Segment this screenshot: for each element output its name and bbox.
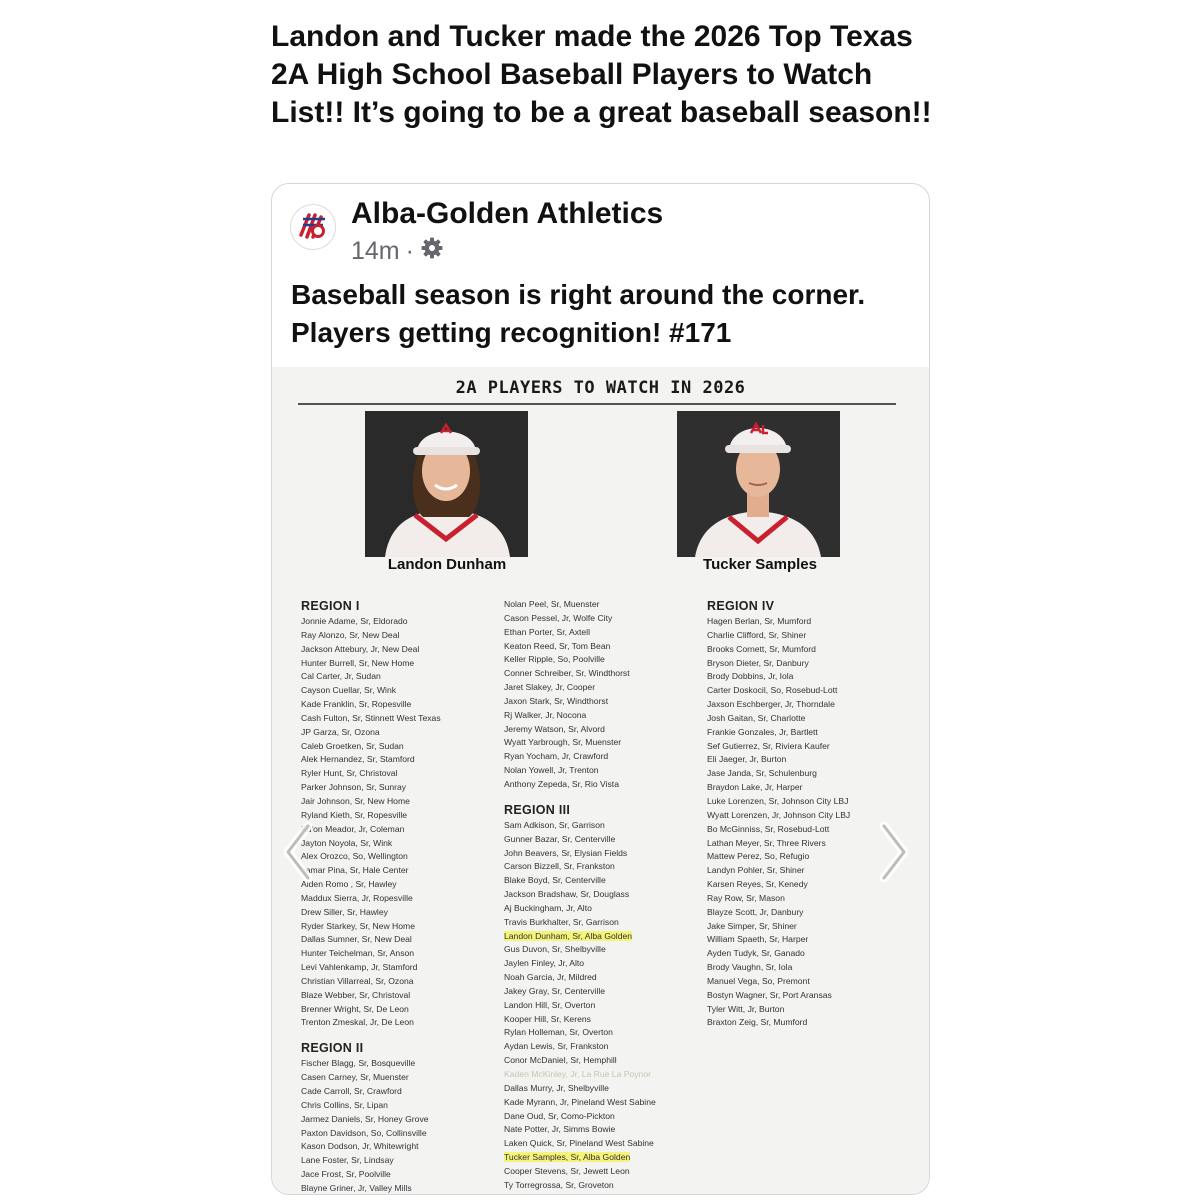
player-entry-text: Wyatt Lorenzen, Jr, Johnson City LBJ	[707, 809, 851, 820]
player-list-item	[504, 860, 656, 874]
player-entry-text: Cash Fulton, Sr, Stinnett West Texas	[301, 712, 441, 723]
player-entry-text: Jackson Bradshaw, Sr, Douglass	[504, 889, 630, 900]
player-entry-text: Jase Janda, Sr, Schulenburg	[707, 768, 817, 779]
section-gap	[301, 1030, 441, 1040]
player-list-item	[504, 612, 656, 626]
player-entry-text: Rj Walker, Jr, Nocona	[504, 709, 587, 720]
player-entry-text: Chris Collins, Sr, Lipan	[301, 1099, 388, 1110]
player-entry-text: Drew Siller, Sr, Hawley	[301, 906, 388, 917]
player-list-item	[504, 598, 656, 612]
player-entry-text: Bryson Dieter, Sr, Danbury	[707, 657, 809, 668]
player-list-item	[301, 947, 441, 961]
player-list-item	[707, 933, 850, 947]
player-list-item	[707, 657, 850, 671]
player-list-item	[707, 1016, 850, 1030]
player-list-item	[504, 653, 656, 667]
player-list-item	[504, 1110, 656, 1124]
player-entry-text: Casen Carney, Sr, Muenster	[301, 1072, 409, 1083]
player-list-item	[707, 906, 850, 920]
player-list-item	[301, 643, 441, 657]
player-list-item	[504, 971, 656, 985]
player-list-item	[301, 795, 441, 809]
player-list-item	[504, 1082, 656, 1096]
player-list-item	[504, 764, 656, 778]
player-list-item	[504, 985, 656, 999]
player-list-item	[707, 684, 850, 698]
player-list-item	[707, 892, 850, 906]
player-entry-text: Carson Bizzell, Sr, Frankston	[504, 861, 615, 872]
gear-icon[interactable]	[420, 236, 444, 267]
player-list-item	[707, 753, 850, 767]
player-entry-text: Charlie Clifford, Sr, Shiner	[707, 629, 807, 640]
player-list-item	[707, 989, 850, 1003]
player-list-item	[504, 916, 656, 930]
player-list-item	[504, 999, 656, 1013]
player-list-item	[504, 1013, 656, 1027]
player-entry-text: Kason Dodson, Jr, Whitewright	[301, 1141, 419, 1152]
player-list-item	[301, 837, 441, 851]
player-name-tucker: Tucker Samples	[703, 556, 817, 573]
player-list-item	[504, 681, 656, 695]
player-list-item	[707, 670, 850, 684]
player-entry-text: Jace Frost, Sr, Poolville	[301, 1169, 391, 1180]
player-entry-text: Blake Boyd, Sr, Centerville	[504, 875, 606, 886]
player-list-item	[301, 920, 441, 934]
player-entry-text: Ethan Porter, Sr, Axtell	[504, 626, 590, 637]
player-column-2	[504, 598, 656, 1193]
player-entry-text: Lane Foster, Sr, Lindsay	[301, 1155, 394, 1166]
player-list-item	[707, 615, 850, 629]
player-list-item	[301, 1016, 441, 1030]
player-entry-text: Sef Gutierrez, Sr, Riviera Kaufer	[707, 740, 830, 751]
player-list-item	[707, 975, 850, 989]
player-entry-text: Hunter Teichelman, Sr, Anson	[301, 948, 415, 959]
player-list-item	[301, 712, 441, 726]
player-entry-text: Hunter Burrell, Sr, New Home	[301, 657, 415, 668]
player-entry-text: Maddux Sierra, Jr, Ropesville	[301, 892, 413, 903]
player-entry-text: Cal Carter, Jr, Sudan	[301, 671, 381, 682]
player-entry-text: Mattew Perez, So, Refugio	[707, 851, 810, 862]
image-title: 2A PLAYERS TO WATCH IN 2026	[455, 378, 746, 398]
player-list-item	[504, 874, 656, 888]
player-entry-text: William Spaeth, Sr, Harper	[707, 934, 809, 945]
player-entry-text: Luke Lorenzen, Sr, Johnson City LBJ	[707, 795, 849, 806]
player-entry-text: Braxton Zeig, Sr, Mumford	[707, 1017, 808, 1028]
player-list-item	[504, 943, 656, 957]
player-entry-text: Dallas Murry, Jr, Shelbyville	[504, 1082, 609, 1093]
player-entry-text: Frankie Gonzales, Jr, Bartlett	[707, 726, 818, 737]
player-entry-text: Parker Johnson, Sr, Sunray	[301, 782, 407, 793]
player-entry-text: Ray Row, Sr, Mason	[707, 892, 785, 903]
player-list-item	[301, 1127, 441, 1141]
player-entry-text: Dane Oud, Sr, Como-Pickton	[504, 1110, 615, 1121]
player-entry-text: Levi Vahlenkamp, Jr, Stamford	[301, 962, 418, 973]
player-entry-text: Dallas Sumner, Sr, New Deal	[301, 934, 412, 945]
player-list-item	[504, 1040, 656, 1054]
player-list-item	[301, 1154, 441, 1168]
player-list-item	[504, 847, 656, 861]
player-entry-text: Eli Jaeger, Jr, Burton	[707, 754, 787, 765]
player-entry-text: Lathan Meyer, Sr, Three Rivers	[707, 837, 826, 848]
player-list-item	[301, 809, 441, 823]
player-column-1	[301, 598, 441, 1195]
player-list-item	[504, 723, 656, 737]
player-list-item	[301, 1113, 441, 1127]
player-list-item	[301, 629, 441, 643]
player-list-item	[301, 961, 441, 975]
player-list-item	[707, 1003, 850, 1017]
player-entry-text: Paxton Davidson, So, Collinsville	[301, 1127, 427, 1138]
player-list-item	[301, 698, 441, 712]
player-entry-text: Kade Franklin, Sr, Ropesville	[301, 699, 412, 710]
player-list-item	[504, 640, 656, 654]
section-gap	[504, 792, 656, 802]
player-photo-tucker	[677, 411, 840, 557]
player-list-item	[301, 726, 441, 740]
player-entry-text: Jakey Gray, Sr, Centerville	[504, 985, 606, 996]
player-entry-text: Karsen Reyes, Sr, Kenedy	[707, 879, 808, 890]
player-list-item	[707, 850, 850, 864]
meta-separator: ·	[405, 237, 414, 265]
player-entry-text: Ryder Starkey, Sr, New Home	[301, 920, 415, 931]
player-list-item	[707, 878, 850, 892]
player-entry-text: Lamar Pina, Sr, Hale Center	[301, 865, 409, 876]
player-list-item	[504, 1026, 656, 1040]
post-time[interactable]: 14m	[351, 237, 400, 265]
player-list-item	[707, 864, 850, 878]
player-entry-text: Tucker Samples, Sr, Alba Golden	[504, 1152, 631, 1163]
player-list-item	[301, 878, 441, 892]
player-list-item	[504, 750, 656, 764]
player-entry-text: Anthony Zepeda, Sr, Rio Vista	[504, 778, 619, 789]
player-entry-text: Ryan Yocham, Jr, Crawford	[504, 751, 609, 762]
player-entry-text: Aj Buckingham, Jr, Alto	[504, 902, 592, 913]
player-entry-text: Jaylen Finley, Jr, Alto	[504, 958, 585, 969]
player-list-item	[707, 712, 850, 726]
title-divider	[298, 403, 896, 405]
player-list-item	[504, 888, 656, 902]
player-entry-text: Jeremy Watson, Sr, Alvord	[504, 723, 605, 734]
player-list-item	[301, 657, 441, 671]
player-list-item	[707, 767, 850, 781]
player-list-item	[301, 892, 441, 906]
player-list-item	[301, 753, 441, 767]
region-heading: REGION III	[504, 802, 571, 817]
player-entry-text: Ayden Tudyk, Sr, Ganado	[707, 948, 805, 959]
region-heading: REGION I	[301, 599, 360, 613]
team-logo-icon[interactable]	[290, 204, 336, 250]
player-list-item	[707, 740, 850, 754]
player-list-item	[301, 1182, 441, 1195]
player-entry-text: Kade Myrann, Jr, Pineland West Sabine	[504, 1096, 656, 1107]
shared-post-card[interactable]	[271, 183, 930, 1195]
player-entry-text: Tyler Witt, Jr, Burton	[707, 1003, 785, 1014]
player-entry-text: Jonnie Adame, Sr, Eldorado	[301, 616, 408, 626]
player-entry-text: Brooks Cornett, Sr, Mumford	[707, 643, 816, 654]
player-list-item	[504, 667, 656, 681]
player-entry-text: Brody Vaughn, Sr, Iola	[707, 962, 793, 973]
player-entry-text: Conner Schreiber, Sr, Windthorst	[504, 668, 630, 679]
player-entry-text: John Beavers, Sr, Elysian Fields	[504, 847, 628, 858]
player-entry-text: Gus Duvon, Sr, Shelbyville	[504, 944, 606, 955]
player-list-item	[301, 850, 441, 864]
player-entry-text: Braydon Lake, Jr, Harper	[707, 782, 803, 793]
player-list-item	[504, 930, 656, 944]
player-entry-text: Fischer Blagg, Sr, Bosqueville	[301, 1058, 416, 1069]
player-entry-text: Landyn Pohler, Sr, Shiner	[707, 865, 805, 876]
player-entry-text: Ryler Hunt, Sr, Christoval	[301, 768, 398, 779]
player-entry-text: Cooper Stevens, Sr, Jewett Leon	[504, 1165, 630, 1176]
player-entry-text: Jarmez Daniels, Sr, Honey Grove	[301, 1113, 429, 1124]
player-entry-text: Sam Adkison, Sr, Garrison	[504, 819, 605, 830]
player-entry-text: Nolan Peel, Sr, Muenster	[504, 599, 600, 609]
player-list-item	[707, 643, 850, 657]
player-list-item	[504, 709, 656, 723]
player-entry-text: Cason Pessel, Jr, Wolfe City	[504, 612, 613, 623]
player-entry-text: Rylan Holleman, Sr, Overton	[504, 1027, 613, 1038]
player-entry-text: Conor McDaniel, Sr, Hemphill	[504, 1055, 617, 1066]
player-list-item	[301, 767, 441, 781]
player-name-landon: Landon Dunham	[387, 556, 507, 573]
player-entry-text: Noah Garcia, Jr, Mildred	[504, 972, 597, 983]
player-entry-text: Josh Gaitan, Sr, Charlotte	[707, 712, 806, 723]
player-list-item	[707, 629, 850, 643]
player-list-item	[707, 920, 850, 934]
player-entry-text: Jair Johnson, Sr, New Home	[301, 795, 410, 806]
player-list-item	[301, 1099, 441, 1113]
player-entry-text: Caleb Groetken, Sr, Sudan	[301, 740, 404, 751]
player-entry-text: Jaxson Eschberger, Jr, Thorndale	[707, 699, 835, 710]
player-entry-text: Cayson Cuellar, Sr, Wink	[301, 685, 397, 696]
player-entry-text: Nate Potter, Jr, Simms Bowie	[504, 1124, 616, 1135]
caption-text: Landon and Tucker made the 2026 Top Texas 2A High School Baseball Players to Watch List!! It’s going to be a great baseball season!!	[271, 20, 932, 129]
player-entry-text: Kooper Hill, Sr, Kerens	[504, 1013, 591, 1024]
player-entry-text: Blaze Webber, Sr, Christoval	[301, 989, 411, 1000]
player-entry-text: Manuel Vega, So, Premont	[707, 975, 810, 986]
player-entry-text: Landon Dunham, Sr, Alba Golden	[504, 930, 633, 941]
player-entry-text: Kaden McKinley, Jr, La Rue La Poynor	[504, 1069, 651, 1079]
player-entry-text: Laken Quick, Sr, Pineland West Sabine	[504, 1138, 654, 1149]
player-list-item	[504, 778, 656, 792]
chevron-left-icon[interactable]	[280, 820, 316, 884]
player-list-item	[301, 1071, 441, 1085]
player-list-item	[504, 833, 656, 847]
player-list-item	[504, 1151, 656, 1165]
player-entry-text: Gunner Bazar, Sr, Centerville	[504, 833, 616, 844]
player-list-item	[301, 1140, 441, 1154]
player-entry-text: Jaret Slakey, Jr, Cooper	[504, 682, 596, 693]
player-entry-text: Ty Torregrossa, Sr, Groveton	[504, 1179, 614, 1190]
chevron-right-icon[interactable]	[876, 820, 912, 884]
player-entry-text: Carter Doskocil, So, Rosebud-Lott	[707, 685, 838, 696]
player-list-item	[504, 736, 656, 750]
player-list-item	[301, 684, 441, 698]
region-heading: REGION IV	[707, 599, 775, 613]
player-entry-text: Travis Burkhalter, Sr, Garrison	[504, 916, 619, 927]
player-list-item	[301, 670, 441, 684]
post-author[interactable]: Alba-Golden Athletics	[351, 197, 664, 230]
player-entry-text: Ray Alonzo, Sr, New Deal	[301, 629, 400, 640]
player-list-item	[504, 1068, 656, 1082]
player-list-item	[504, 1179, 656, 1193]
player-column-3	[707, 598, 850, 1030]
player-list-item	[301, 933, 441, 947]
player-entry-text: Keaton Reed, Sr, Tom Bean	[504, 640, 611, 651]
player-list-item	[504, 1096, 656, 1110]
player-entry-text: Bo McGinniss, Sr, Rosebud-Lott	[707, 823, 830, 834]
player-list-item	[301, 864, 441, 878]
player-list-item	[707, 837, 850, 851]
player-list-item	[707, 947, 850, 961]
player-list-item	[504, 1123, 656, 1137]
player-entry-text: Hagen Berlan, Sr, Mumford	[707, 616, 812, 626]
player-list-item	[707, 823, 850, 837]
player-entry-text: Keller Ripple, So, Poolville	[504, 654, 605, 665]
player-list-item	[301, 1003, 441, 1017]
player-list-item	[301, 740, 441, 754]
player-entry-text: Christian Villarreal, Sr, Ozona	[301, 975, 414, 986]
player-list-item	[301, 615, 441, 629]
player-list-item	[301, 1057, 441, 1071]
player-entry-text: Brenner Wright, Sr, De Leon	[301, 1003, 409, 1014]
player-entry-text: Cade Carroll, Sr, Crawford	[301, 1086, 402, 1096]
player-entry-text: Aydan Lewis, Sr, Frankston	[504, 1041, 609, 1052]
player-list-item	[707, 698, 850, 712]
player-photo-landon	[365, 411, 528, 557]
player-list-item	[301, 989, 441, 1003]
player-list-item	[504, 819, 656, 833]
region-heading: REGION II	[301, 1041, 364, 1056]
player-list-item	[301, 975, 441, 989]
player-entry-text: Wyatt Yarbrough, Sr, Muenster	[504, 737, 622, 748]
player-entry-text: Jake Simper, Sr, Shiner	[707, 920, 797, 931]
player-list-item	[707, 781, 850, 795]
player-entry-text: Trenton Zmeskal, Jr, De Leon	[301, 1017, 414, 1028]
player-entry-text: Nolan Yowell, Jr, Trenton	[504, 765, 599, 776]
player-list-item	[504, 1054, 656, 1068]
player-entry-text: Ed'on Meador, Jr, Coleman	[301, 823, 405, 834]
player-list-item	[504, 695, 656, 709]
player-list-item	[707, 726, 850, 740]
post-image[interactable]	[272, 367, 929, 1195]
player-entry-text: Aiden Romo , Sr, Hawley	[301, 879, 397, 890]
player-list-item	[504, 1165, 656, 1179]
player-list-item	[504, 957, 656, 971]
player-list-item	[301, 1085, 441, 1099]
player-entry-text: Jackson Attebury, Jr, New Deal	[301, 643, 420, 654]
player-entry-text: Ryland Kieth, Sr, Ropesville	[301, 809, 408, 820]
player-entry-text: Alex Orozco, So, Wellington	[301, 851, 408, 862]
player-list-item	[707, 961, 850, 975]
player-list-item	[301, 781, 441, 795]
player-list-item	[301, 906, 441, 920]
player-entry-text: Blayze Scott, Jr, Danbury	[707, 906, 804, 917]
player-entry-text: Blayne Griner, Jr, Valley Mills	[301, 1182, 412, 1193]
player-list-item	[301, 1168, 441, 1182]
player-entry-text: Landon Hill, Sr, Overton	[504, 999, 596, 1010]
player-entry-text: JP Garza, Sr, Ozona	[301, 726, 380, 737]
player-entry-text: Bostyn Wagner, Sr, Port Aransas	[707, 989, 832, 1000]
player-entry-text: Jaxon Stark, Sr, Windthorst	[504, 695, 609, 706]
player-entry-text: Brody Dobbins, Jr, Iola	[707, 671, 794, 682]
player-entry-text: Jayton Noyola, Sr, Wink	[301, 837, 393, 848]
player-list-item	[504, 902, 656, 916]
player-list-item	[504, 626, 656, 640]
player-entry-text: Alek Hernandez, Sr, Stamford	[301, 754, 415, 765]
player-list-item	[707, 795, 850, 809]
post-meta	[351, 236, 444, 267]
player-list-item	[707, 809, 850, 823]
player-list-item	[301, 823, 441, 837]
player-list-item	[504, 1137, 656, 1151]
post-text: Baseball season is right around the corner. Players getting recognition! #171	[291, 279, 866, 348]
